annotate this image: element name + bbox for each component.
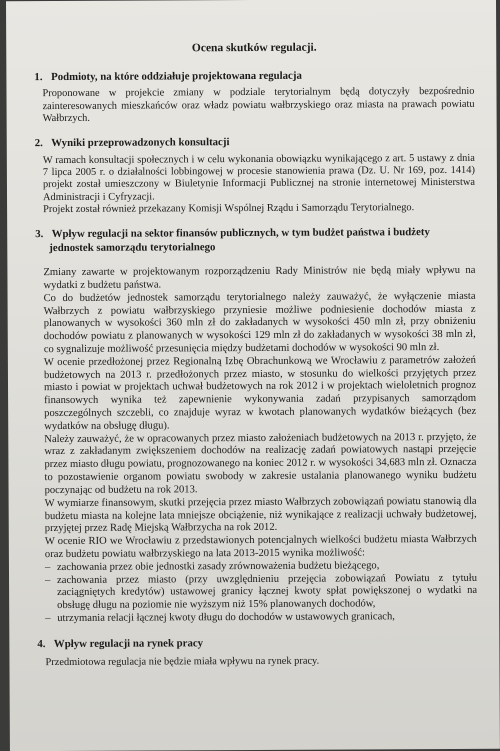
section-heading bbox=[35, 135, 475, 151]
list-item: – zachowania przez obie jednostki zasady zrównoważenia budżetu bieżącego, bbox=[44, 560, 380, 573]
paragraph: Proponowane w projekcie zmiany w podziale terytorialnym będą dotyczyły bezpośrednio zainteresowanych mieszkańców oraz władz powiatu wałbrzyskiego oraz miasta na prawach powiatu Wałbrzych. bbox=[42, 86, 475, 125]
list-item: – zachowania przez miasto (przy uwzględnieniu przejęcia zobowiązań Powiatu z tytułu zaciągniętych kredytów) ustawowej granicy łącznej kwoty spłat powiększonej o wydatki na obsługę długu na poziomie nie wyższym niż 15% planowanych dochodów, bbox=[45, 572, 478, 612]
section-title: Wyniki przeprowadzonych konsultacji bbox=[51, 136, 230, 150]
section-3 bbox=[35, 226, 477, 626]
paragraph: W wymiarze finansowym, skutki przejęcia przez miasto Wałbrzych zobowiązań powiatu stanowią dla budżetu miasta na kolejne lata mniejsze obciążenie, niż wynikające z realizacji uchwały budżetowej, przyjętej przez Radę Miejską Wałbrzycha na rok 2012. bbox=[44, 495, 477, 535]
section-title: Podmioty, na które oddziałuje projektowana regulacja bbox=[51, 69, 302, 84]
list-item: – utrzymania relacji łącznej kwoty długu do dochodów w ustawowych granicach, bbox=[45, 611, 395, 625]
paragraph: Co do budżetów jednostek samorządu terytorialnego należy zauważyć, że wyłączenie miasta Wałbrzych z powiatu wałbrzyskiego przyniesie możliwe podniesienie dochodów miasta z planowanych w wysokości 360 mln zł do zakładanych w wysokości 450 mln zł, przy obniżeniu dochodów powiatu z planowanych w wysokości 129 mln zł do zakładanych w wysokości 38 mln zł, co sygnalizuje możliwość przesunięcia między budżetami dochodów w wysokości 90 mln zł. bbox=[43, 290, 476, 356]
section-title-continued: jednostek samorządu terytorialnego bbox=[49, 240, 216, 254]
list-item-text: utrzymania relacji łącznej kwoty długu do dochodów w ustawowych granicach, bbox=[57, 611, 395, 625]
paragraph: W ramach konsultacji społecznych i w celu wykonania obowiązku wynikającego z art. 5 ustawy z dnia 7 lipca 2005 r. o działalności lobbingowej w procesie stanowienia prawa (Dz. U. Nr 169, poz. 1414) projekt został umieszczony w Biuletynie Informacji Publicznej na stronie internetowej Ministerstwa Administracji i Cyfryzacji. bbox=[42, 152, 475, 203]
section-heading bbox=[37, 636, 477, 652]
document-page bbox=[6, 0, 500, 751]
section-title: Wpływ regulacji na rynek pracy bbox=[53, 637, 204, 650]
section-1 bbox=[34, 69, 474, 126]
paragraph: Przedmiotowa regulacja nie będzie miała wpływu na rynek pracy. bbox=[45, 655, 320, 669]
paragraph: Projekt został również przekazany Komisji Wspólnej Rządu i Samorządu Terytorialnego. bbox=[43, 201, 415, 215]
section-heading bbox=[35, 226, 475, 255]
list-item-text: zachowania przez miasto (przy uwzględnieniu przejęcia zobowiązań Powiatu z tytułu zaciągniętych kredytów) ustawowej granicy łącznej kwoty spłat powiększonej o wydatki na obsługę długu na poziomie nie wyższym niż 15% planowanych dochodów, bbox=[57, 572, 478, 612]
section-4 bbox=[37, 636, 477, 670]
section-title: Wpływ regulacji na sektor finansów publicznych, w tym budżet państwa i budżety bbox=[51, 226, 430, 241]
document-title: Ocena skutków regulacji. bbox=[191, 41, 317, 55]
section-number: 2. bbox=[34, 137, 43, 150]
paragraph: Należy zauważyć, że w opracowanych przez miasto założeniach budżetowych na 2013 r. przyjęto, że wraz z zakładanym zwiększeniem dochodów na realizację zadań powiatowych nastąpi przejęcie przez miasto długu powiatu, prognozowanego na koniec 2012 r. w wysokości 34,683 mln zł. Oznacza to pozostawienie organom powiatu swobody w zakresie ustalania planowanego wyniku budżetu poczynając od budżetu na rok 2013. bbox=[44, 431, 477, 496]
paragraph: Zmiany zawarte w projektowanym rozporządzeniu Rady Ministrów nie będą miały wpływu na wydatki z budżetu państwa. bbox=[43, 264, 476, 291]
paragraph: W ocenie RIO we Wrocławiu z przedstawionych potencjalnych wielkości budżetu miasta Wałbrzych oraz budżetu powiatu wałbrzyskiego na lata 2013-2015 wynika możliwość: bbox=[44, 533, 477, 561]
section-heading bbox=[34, 69, 474, 85]
bullet-list bbox=[37, 560, 477, 626]
paragraph: W ocenie przedłożonej przez Regionalną Izbę Obrachunkową we Wrocławiu z parametrów założeń budżetowych na 2013 r. przedłożonych przez miasto, w stosunku do wielkości przyjętych przez miasto i powiat w projektach uchwał budżetowych na rok 2012 i w projektach wieloletnich prognoz finansowych wynika też zapewnienie wykonywania zadań przypisanych samorządom poszczególnych szczebli, co znajduje wyraz w kwotach planowanych wydatków bieżących (bez wydatków na obsługę długu). bbox=[43, 354, 477, 432]
list-item-text: zachowania przez obie jednostki zasady zrównoważenia budżetu bieżącego, bbox=[56, 560, 380, 573]
section-number: 3. bbox=[35, 228, 44, 241]
section-number: 4. bbox=[37, 637, 46, 650]
section-number: 1. bbox=[34, 71, 43, 84]
section-2 bbox=[35, 135, 475, 216]
